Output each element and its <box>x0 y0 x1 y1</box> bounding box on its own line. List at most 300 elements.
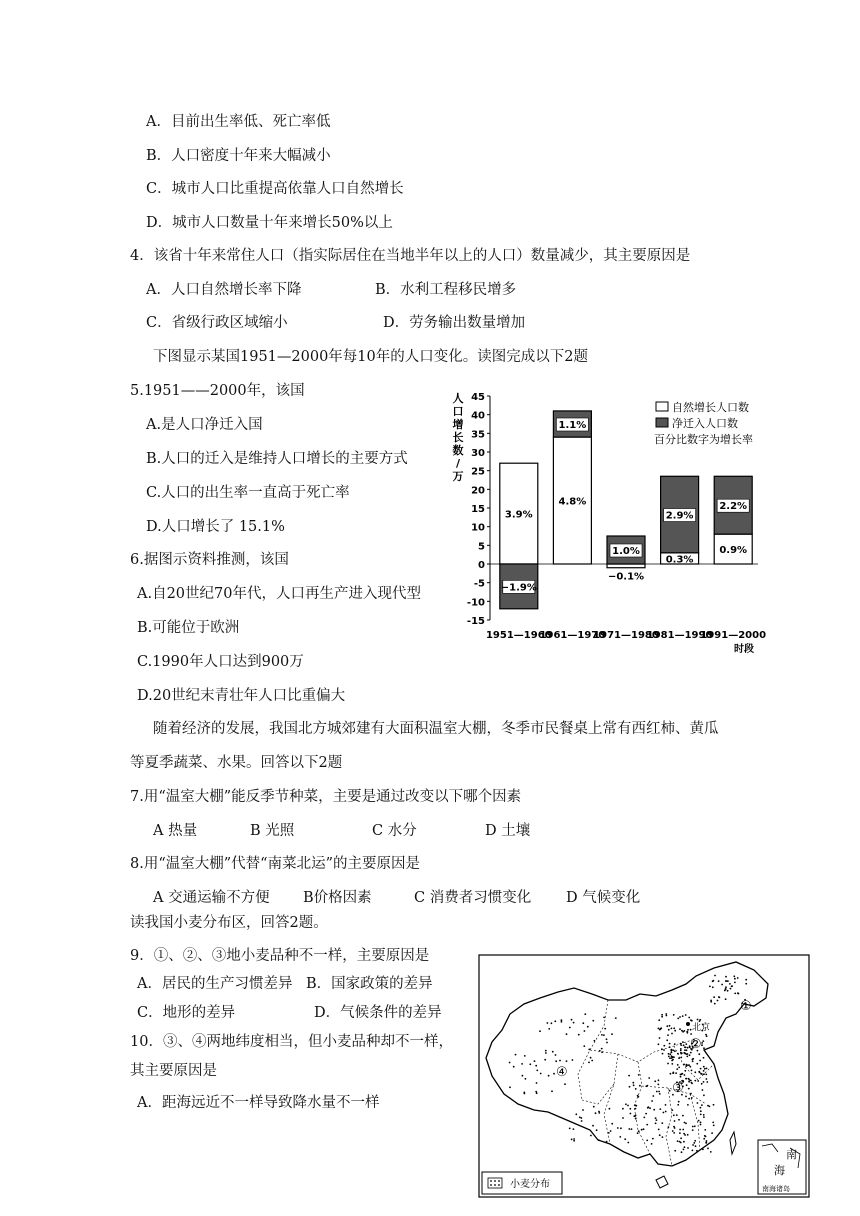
wheat-dot <box>671 1063 673 1065</box>
wheat-dot <box>687 1029 689 1031</box>
wheat-dot <box>692 1058 694 1060</box>
wheat-dot <box>686 1056 688 1058</box>
y-tick-label: -5 <box>473 578 485 590</box>
wheat-dot <box>638 1130 640 1132</box>
wheat-dot <box>672 1049 674 1051</box>
wheat-dot <box>603 1017 605 1019</box>
text-line: 其主要原因是 <box>130 1063 217 1079</box>
y-tick-label: 25 <box>471 466 485 478</box>
wheat-dot <box>606 1042 608 1044</box>
wheat-dot <box>643 1117 645 1119</box>
wheat-dot <box>687 1104 689 1106</box>
wheat-dot <box>661 1048 663 1050</box>
wheat-dot <box>682 1015 684 1017</box>
wheat-dot <box>667 1063 669 1065</box>
wheat-dot <box>725 986 727 988</box>
text-line: A．人口自然增长率下降 <box>146 282 302 298</box>
wheat-dot <box>658 1043 660 1045</box>
wheat-dot <box>559 1060 561 1062</box>
wheat-dot <box>729 983 731 985</box>
y-tick-label: 10 <box>471 522 485 534</box>
wheat-dot <box>587 1026 589 1028</box>
legend-swatch-migration <box>656 418 668 427</box>
wheat-dot <box>573 1128 575 1130</box>
text-line: 9．①、②、③地小麦品种不一样，主要原因是 <box>130 948 430 964</box>
wheat-dot <box>684 1070 686 1072</box>
wheat-dot <box>669 1090 671 1092</box>
wheat-dot <box>529 1063 531 1065</box>
wheat-dot <box>588 1062 590 1064</box>
wheat-dot <box>684 1074 686 1076</box>
text-line: C．城市人口比重提高依靠人口自然增长 <box>146 181 404 197</box>
wheat-dot <box>674 1043 676 1045</box>
wheat-dot <box>671 1052 673 1054</box>
text-line: 7.用“温室大棚”能反季节种菜，主要是通过改变以下哪个因素 <box>130 789 522 805</box>
wheat-dot <box>688 1081 690 1083</box>
map-marker-4: ④ <box>556 1065 568 1080</box>
wheat-dot <box>703 1047 705 1049</box>
wheat-dot <box>734 982 736 984</box>
wheat-dot <box>686 1064 688 1066</box>
wheat-dot <box>733 975 735 977</box>
wheat-dot <box>552 1051 554 1053</box>
population-chart-svg <box>448 384 774 660</box>
wheat-dot <box>624 1138 626 1140</box>
wheat-dot <box>591 1060 593 1062</box>
wheat-dot <box>706 1035 708 1037</box>
wheat-dot <box>627 1142 629 1144</box>
wheat-dot <box>548 1075 550 1077</box>
y-tick-label: 30 <box>471 448 485 459</box>
wheat-dot <box>628 1075 630 1077</box>
wheat-dot <box>679 1028 681 1030</box>
wheat-dot <box>572 1059 574 1061</box>
wheat-dot <box>686 1049 688 1051</box>
wheat-dot <box>709 986 711 988</box>
wheat-dot <box>515 1054 517 1056</box>
wheat-dot <box>663 1045 665 1047</box>
wheat-dot <box>604 1028 606 1030</box>
wheat-dot <box>673 1014 675 1016</box>
population-chart <box>448 384 774 660</box>
inset-label: 南海诸岛 <box>762 1185 790 1193</box>
wheat-dot <box>682 1115 684 1117</box>
wheat-dot <box>692 1150 694 1152</box>
wheat-dot <box>658 1091 660 1093</box>
wheat-dot <box>596 1129 598 1131</box>
wheat-dot <box>583 1045 585 1047</box>
wheat-dot <box>690 1093 692 1095</box>
wheat-dot <box>620 1127 622 1129</box>
map-legend-label: 小麦分布 <box>510 1179 550 1190</box>
wheat-dot <box>659 1134 661 1136</box>
wheat-dot <box>627 1105 629 1107</box>
wheat-dot <box>700 1110 702 1112</box>
wheat-dot <box>638 1074 640 1076</box>
wheat-dot <box>687 1134 689 1136</box>
wheat-dot <box>548 1028 550 1030</box>
wheat-dot <box>646 1124 648 1126</box>
wheat-dot <box>564 1083 566 1085</box>
wheat-dot <box>713 1125 715 1127</box>
wheat-dot <box>685 1043 687 1045</box>
wheat-dot <box>700 1107 702 1109</box>
wheat-dot <box>680 1057 682 1059</box>
wheat-dot <box>714 975 716 977</box>
wheat-dot <box>680 1044 682 1046</box>
wheat-dot <box>680 1050 682 1052</box>
text-line: D 土壤 <box>485 823 531 839</box>
wheat-dot <box>677 1064 679 1066</box>
wheat-dot <box>659 1093 661 1095</box>
wheat-dot <box>673 1114 675 1116</box>
wheat-dot <box>661 1122 663 1124</box>
wheat-dot <box>682 1129 684 1131</box>
text-line: 等夏季蔬菜、水果。回答以下2题 <box>130 755 343 771</box>
wheat-dot <box>675 1072 677 1074</box>
wheat-dot <box>677 1053 679 1055</box>
wheat-dot <box>658 1019 660 1021</box>
wheat-dot <box>662 1053 664 1055</box>
wheat-dot <box>524 1093 526 1095</box>
wheat-dot <box>714 1003 716 1005</box>
wheat-dot <box>697 1102 699 1104</box>
text-line: B．水利工程移民增多 <box>375 282 517 298</box>
wheat-dot <box>710 1151 712 1153</box>
wheat-dot <box>673 1132 675 1134</box>
wheat-dot <box>669 1057 671 1059</box>
wheat-dot <box>727 990 729 992</box>
wheat-dot <box>555 1060 557 1062</box>
wheat-dot <box>625 1103 627 1105</box>
wheat-dot <box>676 1068 678 1070</box>
wheat-dot <box>731 985 733 987</box>
wheat-dot <box>555 1054 557 1056</box>
wheat-dot <box>694 1125 696 1127</box>
legend-dot <box>490 1180 492 1182</box>
wheat-dot <box>685 1047 687 1049</box>
text-line: D．气候条件的差异 <box>314 1005 442 1021</box>
wheat-dot <box>646 1140 648 1142</box>
wheat-dot <box>677 1104 679 1106</box>
wheat-dot <box>682 1041 684 1043</box>
wheat-dot <box>700 1068 702 1070</box>
wheat-dot <box>658 1079 660 1081</box>
wheat-dot <box>671 1033 673 1035</box>
wheat-dot <box>691 1083 693 1085</box>
legend-dot <box>494 1180 496 1182</box>
text-line: A．居民的生产习惯差异 <box>137 976 293 992</box>
wheat-dot <box>665 1104 667 1106</box>
wheat-dot <box>661 1014 663 1016</box>
wheat-dot <box>540 1073 542 1075</box>
wheat-dot <box>683 1141 685 1143</box>
inset-label-nan: 南 <box>786 1148 797 1161</box>
wheat-dot <box>647 1085 649 1087</box>
wheat-dot <box>619 1136 621 1138</box>
rate-label: 0.3% <box>665 554 694 566</box>
text-line: 随着经济的发展，我国北方城郊建有大面积温室大棚，冬季市民餐桌上常有西红柿、黄瓜 <box>153 721 719 737</box>
rate-label: −0.1% <box>607 571 645 583</box>
wheat-dot <box>707 1148 709 1150</box>
text-line: B.可能位于欧洲 <box>137 620 240 636</box>
text-line: D．劳务输出数量增加 <box>383 315 526 331</box>
x-tick-label: 1951—1960 <box>485 630 552 641</box>
wheat-dot <box>687 1047 689 1049</box>
wheat-dot <box>598 1111 600 1113</box>
wheat-dot <box>665 1013 667 1015</box>
wheat-dot <box>693 1142 695 1144</box>
legend-dots-swatch <box>488 1178 502 1188</box>
wheat-dot <box>737 977 739 979</box>
wheat-dot <box>696 1150 698 1152</box>
wheat-dot <box>702 1089 704 1091</box>
wheat-dot <box>689 1066 691 1068</box>
wheat-dot <box>671 1109 673 1111</box>
wheat-dot <box>681 1052 683 1054</box>
wheat-dot <box>730 988 732 990</box>
wheat-dot <box>687 1147 689 1149</box>
wheat-dot <box>678 1057 680 1059</box>
wheat-dot <box>547 1022 549 1024</box>
y-tick-label: 35 <box>471 429 485 441</box>
y-tick-label: 15 <box>471 504 485 515</box>
wheat-dot <box>610 1130 612 1132</box>
wheat-dot <box>694 1071 696 1073</box>
wheat-dot <box>657 1084 659 1086</box>
wheat-dot <box>658 1028 660 1030</box>
wheat-dot <box>678 1101 680 1103</box>
wheat-dot <box>674 1030 676 1032</box>
wheat-dot <box>521 1063 523 1065</box>
text-line: C．省级行政区域缩小 <box>146 315 288 331</box>
wheat-dot <box>561 1021 563 1023</box>
wheat-dot <box>661 1016 663 1018</box>
wheat-dot <box>571 1139 573 1141</box>
wheat-dot <box>566 1060 568 1062</box>
wheat-dot <box>635 1088 637 1090</box>
wheat-dot <box>703 1057 705 1059</box>
wheat-dot <box>645 1113 647 1115</box>
wheat-dot <box>679 1016 681 1018</box>
y-tick-label: 5 <box>478 541 485 553</box>
wheat-dot <box>692 1126 694 1128</box>
wheat-dot <box>704 1129 706 1131</box>
wheat-dot <box>700 1114 702 1116</box>
wheat-dot <box>674 1120 676 1122</box>
wheat-dot <box>686 1078 688 1080</box>
wheat-dot <box>725 998 727 1000</box>
wheat-dot <box>684 1122 686 1124</box>
wheat-dot <box>668 1126 670 1128</box>
wheat-dot <box>734 978 736 980</box>
y-axis-label: 人 <box>452 392 464 405</box>
wheat-dot <box>628 1128 630 1130</box>
wheat-dot <box>608 1132 610 1134</box>
rate-label: 0.9% <box>719 545 748 557</box>
wheat-dot <box>637 1132 639 1134</box>
y-axis-label: 万 <box>452 470 464 483</box>
wheat-dot <box>659 1108 661 1110</box>
wheat-dot <box>692 1129 694 1131</box>
wheat-dot <box>667 1034 669 1036</box>
wheat-dot <box>569 1128 571 1130</box>
wheat-dot <box>672 1072 674 1074</box>
wheat-dot <box>683 1149 685 1151</box>
wheat-dot <box>659 1029 661 1031</box>
y-axis-label: 增 <box>452 418 464 431</box>
wheat-dot <box>582 1109 584 1111</box>
rate-label: 1.1% <box>558 420 587 431</box>
rate-label: 1.0% <box>612 546 640 557</box>
text-line: A 热量 <box>153 823 198 839</box>
wheat-dot <box>691 1097 693 1099</box>
map-marker-2: ② <box>690 1037 702 1052</box>
wheat-dot <box>700 1122 702 1124</box>
wheat-dot <box>551 1022 553 1024</box>
wheat-dot <box>536 1092 538 1094</box>
wheat-dot <box>513 1066 515 1068</box>
wheat-dot <box>584 1030 586 1032</box>
wheat-dot <box>679 1132 681 1134</box>
wheat-dot <box>669 1046 671 1048</box>
wheat-dot <box>706 1068 708 1070</box>
wheat-dot <box>698 1120 700 1122</box>
legend-dot <box>498 1184 500 1186</box>
wheat-dot <box>639 1085 641 1087</box>
rate-label: 2.9% <box>665 510 694 522</box>
wheat-dot <box>683 1064 685 1066</box>
wheat-dot <box>571 1019 573 1021</box>
china-wheat-map <box>478 954 810 1198</box>
text-line: C 水分 <box>372 823 417 839</box>
wheat-dot <box>688 1079 690 1081</box>
wheat-dot <box>535 1065 537 1067</box>
wheat-dot <box>566 1033 568 1035</box>
y-tick-label: 20 <box>471 485 485 497</box>
wheat-dot <box>536 1070 538 1072</box>
wheat-dot <box>680 1142 682 1144</box>
wheat-dot <box>582 1022 584 1024</box>
wheat-dot <box>688 1017 690 1019</box>
wheat-dot <box>649 1107 651 1109</box>
wheat-dot <box>683 1044 685 1046</box>
rate-label: 2.2% <box>719 501 748 513</box>
wheat-dot <box>712 1122 714 1124</box>
legend-note: 百分比数字为增长率 <box>654 433 753 446</box>
wheat-dot <box>606 1038 608 1040</box>
wheat-dot <box>522 1075 524 1077</box>
wheat-dot <box>686 1053 688 1055</box>
wheat-dot <box>630 1113 632 1115</box>
text-line: 4．该省十年来常住人口（指实际居住在当地半年以上的人口）数量减少，其主要原因是 <box>130 248 691 264</box>
y-tick-label: 0 <box>478 560 485 571</box>
text-line: 读我国小麦分布区，回答2题。 <box>130 915 328 931</box>
wheat-dot <box>632 1082 634 1084</box>
rate-label: −1.9% <box>500 582 537 594</box>
wheat-dot <box>685 1096 687 1098</box>
wheat-dot <box>578 1034 580 1036</box>
text-line: D 气候变化 <box>566 890 641 906</box>
wheat-dot <box>617 1127 619 1129</box>
wheat-dot <box>681 1151 683 1153</box>
wheat-dot <box>641 1129 643 1131</box>
wheat-dot <box>713 996 715 998</box>
wheat-dot <box>685 1014 687 1016</box>
wheat-dot <box>676 1114 678 1116</box>
wheat-dot <box>680 1076 682 1078</box>
wheat-dot <box>703 1073 705 1075</box>
wheat-dot <box>635 1118 637 1120</box>
text-line: C 消费者习惯变化 <box>414 890 532 906</box>
wheat-dot <box>593 1106 595 1108</box>
text-line: A．距海远近不一样导致降水量不一样 <box>137 1095 380 1111</box>
wheat-dot <box>678 1067 680 1069</box>
wheat-dot <box>701 1104 703 1106</box>
wheat-dot <box>696 1063 698 1065</box>
wheat-dot <box>652 1095 654 1097</box>
wheat-dot <box>595 1112 597 1114</box>
wheat-dot <box>703 1116 705 1118</box>
wheat-dot <box>707 1105 709 1107</box>
text-line: C．地形的差异 <box>137 1005 236 1021</box>
wheat-dot <box>601 1048 603 1050</box>
rate-label: 3.9% <box>504 509 533 521</box>
y-axis-label: 长 <box>452 431 464 444</box>
wheat-dot <box>509 1062 511 1064</box>
text-line: C.人口的出生率一直高于死亡率 <box>146 485 350 501</box>
wheat-dot <box>680 1137 682 1139</box>
wheat-dot <box>697 1080 699 1082</box>
map-marker-3: ③ <box>672 1081 684 1096</box>
wheat-dot <box>706 1081 708 1083</box>
text-line: A.是人口净迁入国 <box>146 417 263 433</box>
wheat-dot <box>579 1116 581 1118</box>
wheat-dot <box>599 1050 601 1052</box>
wheat-dot <box>703 1094 705 1096</box>
wheat-dot <box>665 1111 667 1113</box>
wheat-dot <box>592 1125 594 1127</box>
wheat-dot <box>697 1019 699 1021</box>
wheat-dot <box>679 1129 681 1131</box>
text-line: B．国家政策的差异 <box>306 976 433 992</box>
wheat-dot <box>724 990 726 992</box>
wheat-dot <box>666 1039 668 1041</box>
wheat-dot <box>670 1049 672 1051</box>
text-line: A 交通运输不方便 <box>153 890 270 906</box>
wheat-dot <box>725 988 727 990</box>
text-line: 6.据图示资料推测，该国 <box>130 552 289 568</box>
text-line: A.自20世纪70年代，人口再生产进入现代型 <box>137 586 421 602</box>
wheat-dot <box>573 1022 575 1024</box>
wheat-dot <box>590 1135 592 1137</box>
wheat-dot <box>669 1025 671 1027</box>
wheat-dot <box>677 1018 679 1020</box>
wheat-dot <box>655 1122 657 1124</box>
wheat-dot <box>706 1078 708 1080</box>
x-tick-label: 1981—1990 <box>646 630 713 641</box>
wheat-dot <box>554 1020 556 1022</box>
wheat-dot <box>692 1060 694 1062</box>
wheat-dot <box>698 1053 700 1055</box>
wheat-dot <box>734 993 736 995</box>
text-line: B 光照 <box>250 823 295 839</box>
map-marker-1: ① <box>740 999 752 1014</box>
wheat-dot <box>703 1070 705 1072</box>
x-tick-label: 1991—2000 <box>700 630 767 641</box>
wheat-dot <box>606 1141 608 1143</box>
inset-label-hai: 海 <box>774 1164 785 1177</box>
